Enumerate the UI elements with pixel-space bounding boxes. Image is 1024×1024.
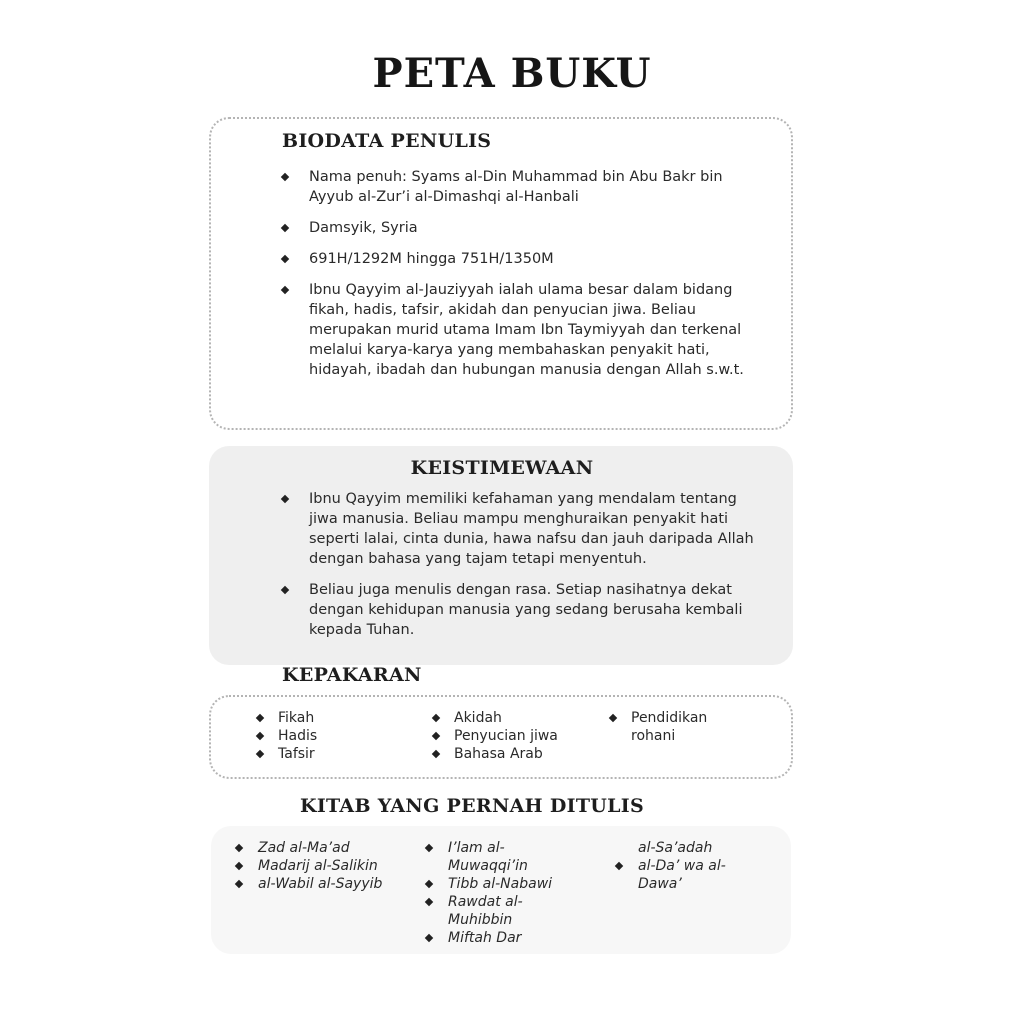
list-item: Madarij al-Salikin xyxy=(258,857,418,875)
list-item: Tibb al-Nabawi xyxy=(448,875,570,893)
list-item: Zad al-Ma’ad xyxy=(258,839,418,857)
list-item: 691H/1292M hingga 751H/1350M xyxy=(309,249,771,269)
kitab-col-3 xyxy=(638,839,738,893)
list-item-continuation: al-Sa’adah xyxy=(638,840,713,856)
kepakaran-col-1 xyxy=(278,709,408,763)
list-item: I’lam al-Muwaqqi’in xyxy=(448,839,570,875)
kepakaran-heading: KEPAKARAN xyxy=(282,664,422,686)
list-item: Penyucian jiwa xyxy=(454,727,594,745)
list-item: Ibnu Qayyim memiliki kefahaman yang mendalam tentang jiwa manusia. Beliau mampu menghuraikan penyakit hati seperti lalai, cinta dunia, hawa nafsu dan jauh daripada Allah dengan bahasa yang tajam tetapi menyentuh. xyxy=(309,489,761,569)
kitab-col-2 xyxy=(448,839,570,947)
list-item: Pendidikan rohani xyxy=(631,709,731,745)
list-item: Damsyik, Syria xyxy=(309,218,771,238)
list-item: Miftah Dar xyxy=(448,929,570,947)
kepakaran-col-2 xyxy=(454,709,594,763)
list-item: Fikah xyxy=(278,709,408,727)
list-item: Akidah xyxy=(454,709,594,727)
list-item: Ibnu Qayyim al-Jauziyyah ialah ulama besar dalam bidang fikah, hadis, tafsir, akidah dan penyucian jiwa. Beliau merupakan murid utama Imam Ibn Taymiyyah dan terkenal melalui karya-karya yang membahaskan penyakit hati, hidayah, ibadah dan hubungan manusia dengan Allah s.w.t. xyxy=(309,280,771,380)
keistimewaan-list xyxy=(309,489,761,651)
list-item: Beliau juga menulis dengan rasa. Setiap nasihatnya dekat dengan kehidupan manusia yang sedang berusaha kembali kepada Tuhan. xyxy=(309,580,761,640)
kepakaran-col-3 xyxy=(631,709,731,745)
biodata-list xyxy=(309,167,771,391)
list-item: al-Da’ wa al-Dawa’ xyxy=(638,857,738,893)
page-title: PETA BUKU xyxy=(372,50,652,97)
keistimewaan-heading: KEISTIMEWAAN xyxy=(410,457,594,479)
list-item: Tafsir xyxy=(278,745,408,763)
kitab-heading: KITAB YANG PERNAH DITULIS xyxy=(300,795,644,817)
biodata-heading: BIODATA PENULIS xyxy=(282,130,492,152)
kitab-col-1 xyxy=(258,839,418,893)
list-item: Hadis xyxy=(278,727,408,745)
list-item: Nama penuh: Syams al-Din Muhammad bin Abu Bakr bin Ayyub al-Zur’i al-Dimashqi al-Hanbali xyxy=(309,167,771,207)
list-item: Rawdat al-Muhibbin xyxy=(448,893,570,929)
list-item: Bahasa Arab xyxy=(454,745,594,763)
list-item: al-Wabil al-Sayyib xyxy=(258,875,418,893)
